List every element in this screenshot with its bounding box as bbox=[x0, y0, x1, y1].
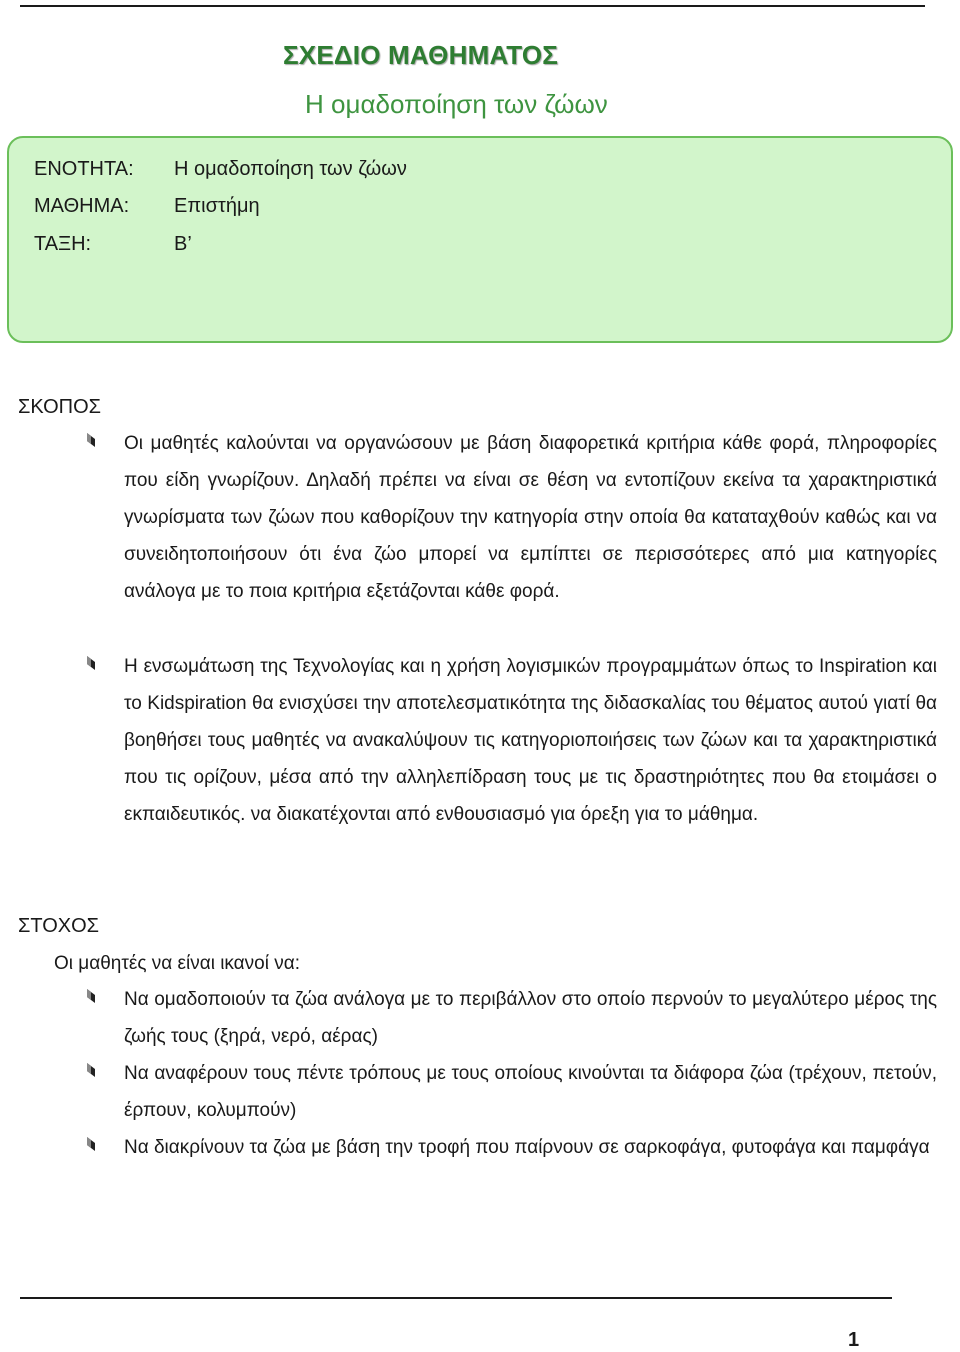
top-rule bbox=[20, 5, 925, 7]
info-label: ΤΑΞΗ: bbox=[34, 233, 92, 255]
bullet-text: Να ομαδοποιούν τα ζώα ανάλογα με το περιβάλλον στο οποίο περνούν το μεγαλύτερο μέρος της ζωής τους (ξηρά, νερό, αέρας) bbox=[124, 989, 937, 1047]
lesson-info-box bbox=[7, 136, 953, 343]
page-title: ΣΧΕΔΙΟ ΜΑΘΗΜΑΤΟΣ bbox=[283, 40, 559, 70]
bullet-text: Η ενσωμάτωση της Τεχνολογίας και η χρήση λογισμικών προγραμμάτων όπως το Inspiration και το Kidspiration θα ενισχύσει την αποτελεσματικότητα της διδασκαλίας του θέματος αυτού γιατί θα βοηθήσει τους μαθητές να ανακαλύψουν τις κατηγοριοποιήσεις των ζώων και τα χαρακτηριστικά που τις ορίζουν, μέσα από την αλληλεπίδραση τους με τις δραστηριότητες που θα ετοιμάσει ο εκπαιδευτικός. να διακατέχονται από ενθουσιασμό για όρεξη για το μάθημα. bbox=[124, 656, 937, 825]
section-heading-stoxos: ΣΤΟΧΟΣ bbox=[18, 915, 100, 937]
objectives-intro: Οι μαθητές να είναι ικανοί να: bbox=[54, 953, 300, 974]
info-value: Β’ bbox=[174, 233, 192, 255]
bullet-text: Οι μαθητές καλούνται να οργανώσουν με βάση διαφορετικά κριτήρια κάθε φορά, πληροφορίες που είδη γνωρίζουν. Δηλαδή πρέπει να είναι σε θέση να εντοπίζουν εκείνα τα χαρακτηριστικά γνωρίσματα των ζώων που καθορίζουν την κατηγορία στην οποία θα καταταχθούν καθώς και να συνειδητοποιήσουν ότι ένα ζώο μπορεί να εμπίπτει σε περισσότερες από μια κατηγορίες ανάλογα με το ποια κριτήρια εξετάζονται κάθε φορά. bbox=[124, 433, 937, 602]
page-subtitle: Η ομαδοποίηση των ζώων bbox=[305, 89, 608, 119]
bullet-text: Να διακρίνουν τα ζώα με βάση την τροφή που παίρνουν σε σαρκοφάγα, φυτοφάγα και παμφάγα bbox=[124, 1137, 930, 1158]
page-number: 1 bbox=[848, 1329, 860, 1351]
bullet-icon bbox=[86, 1063, 96, 1077]
bullet-icon bbox=[86, 989, 96, 1003]
section-heading-skopos: ΣΚΟΠΟΣ bbox=[18, 396, 102, 418]
info-label: ΕΝΟΤΗΤΑ: bbox=[34, 158, 134, 180]
bullet-text: Να αναφέρουν τους πέντε τρόπους με τους οποίους κινούνται τα διάφορα ζώα (τρέχουν, πετούν, έρπουν, κολυμπούν) bbox=[124, 1063, 937, 1121]
info-label: ΜΑΘΗΜΑ: bbox=[34, 195, 130, 217]
info-value: Επιστήμη bbox=[174, 195, 260, 217]
info-value: Η ομαδοποίηση των ζώων bbox=[174, 158, 407, 180]
bullet-icon bbox=[86, 656, 96, 670]
bullet-icon bbox=[86, 433, 96, 447]
bullet-icon bbox=[86, 1137, 96, 1151]
footer-rule bbox=[20, 1297, 892, 1299]
